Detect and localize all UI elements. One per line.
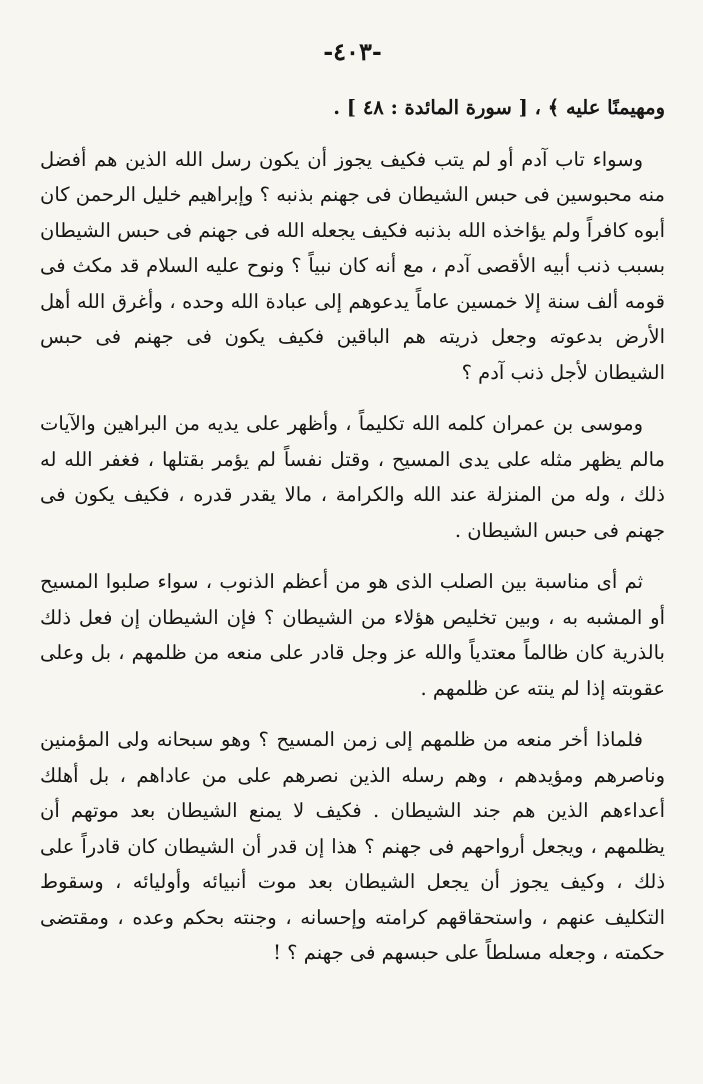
paragraph-1: ومهيمنًا عليه ﴾ ، [ سورة المائدة : ٤٨ ] . — [333, 96, 665, 119]
paragraph-5: فلماذا أخر منعه من ظلمهم إلى زمن المسيح ؟ وهو سبحانه ولى المؤمنين وناصرهم ومؤيدهم ، وهم رسله الذين نصرهم على من عاداهم ، بل أهلك أعداءهم الذين هم جند الشيطان . فكيف لا يمنع الشيطان بعد موتهم أن يظلمهم ، ويجعل أرواحهم فى جهنم ؟ هذا إن قدر أن الشيطان كان قادراً على ذلك ، وكيف يجوز أن يجعل الشيطان بعد موت أنبيائه وأوليائه ، وسقوط التكليف عنهم ، واستحقاقهم كرامته وإحسانه ، وجنته بحكم وعده ، ومقتضى حكمته ، وجعله مسلطاً على حبسهم فى جهنم ؟ ! — [40, 728, 665, 964]
paragraph-3: وموسى بن عمران كلمه الله تكليماً ، وأظهر على يديه من البراهين والآيات مالم يظهر مثله على يدى المسيح ، وقتل نفساً لم يؤمر بقتلها ، فغفر الله له ذلك ، وله من المنزلة عند الله والكرامة ، مالا يقدر قدره ، فكيف يكون فى جهنم فى حبس الشيطان . — [40, 412, 665, 542]
page-number: -٤٠٣- — [323, 37, 382, 66]
paragraph-4: ثم أى مناسبة بين الصلب الذى هو من أعظم الذنوب ، سواء صلبوا المسيح أو المشبه به ، وبين تخليص هؤلاء من الشيطان ؟ فإن الشيطان إن فعل ذلك بالذرية كان ظالماً معتدياً والله عز وجل قادر على منعه من ظلمهم ، بل وعلى عقوبته إذا لم ينته عن ظلمهم . — [40, 570, 665, 700]
paragraph-2: وسواء تاب آدم أو لم يتب فكيف يجوز أن يكون رسل الله الذين هم أفضل منه محبوسين فى حبس الشيطان فى جهنم بذنبه ؟ وإبراهيم خليل الرحمن كان أبوه كافراً ولم يؤاخذه الله بذنبه فكيف يجعله الله فى جهنم فى حبس الشيطان بسبب ذنب أبيه الأقصى آدم ، مع أنه كان نبياً ؟ ونوح عليه السلام قد مكث فى قومه ألف سنة إلا خمسين عاماً يدعوهم إلى عبادة الله وحده ، وأغرق الله أهل الأرض بدعوته وجعل ذريته هم الباقين فكيف يكون فى جهنم فى حبس الشيطان لأجل ذنب آدم ؟ — [40, 147, 665, 384]
